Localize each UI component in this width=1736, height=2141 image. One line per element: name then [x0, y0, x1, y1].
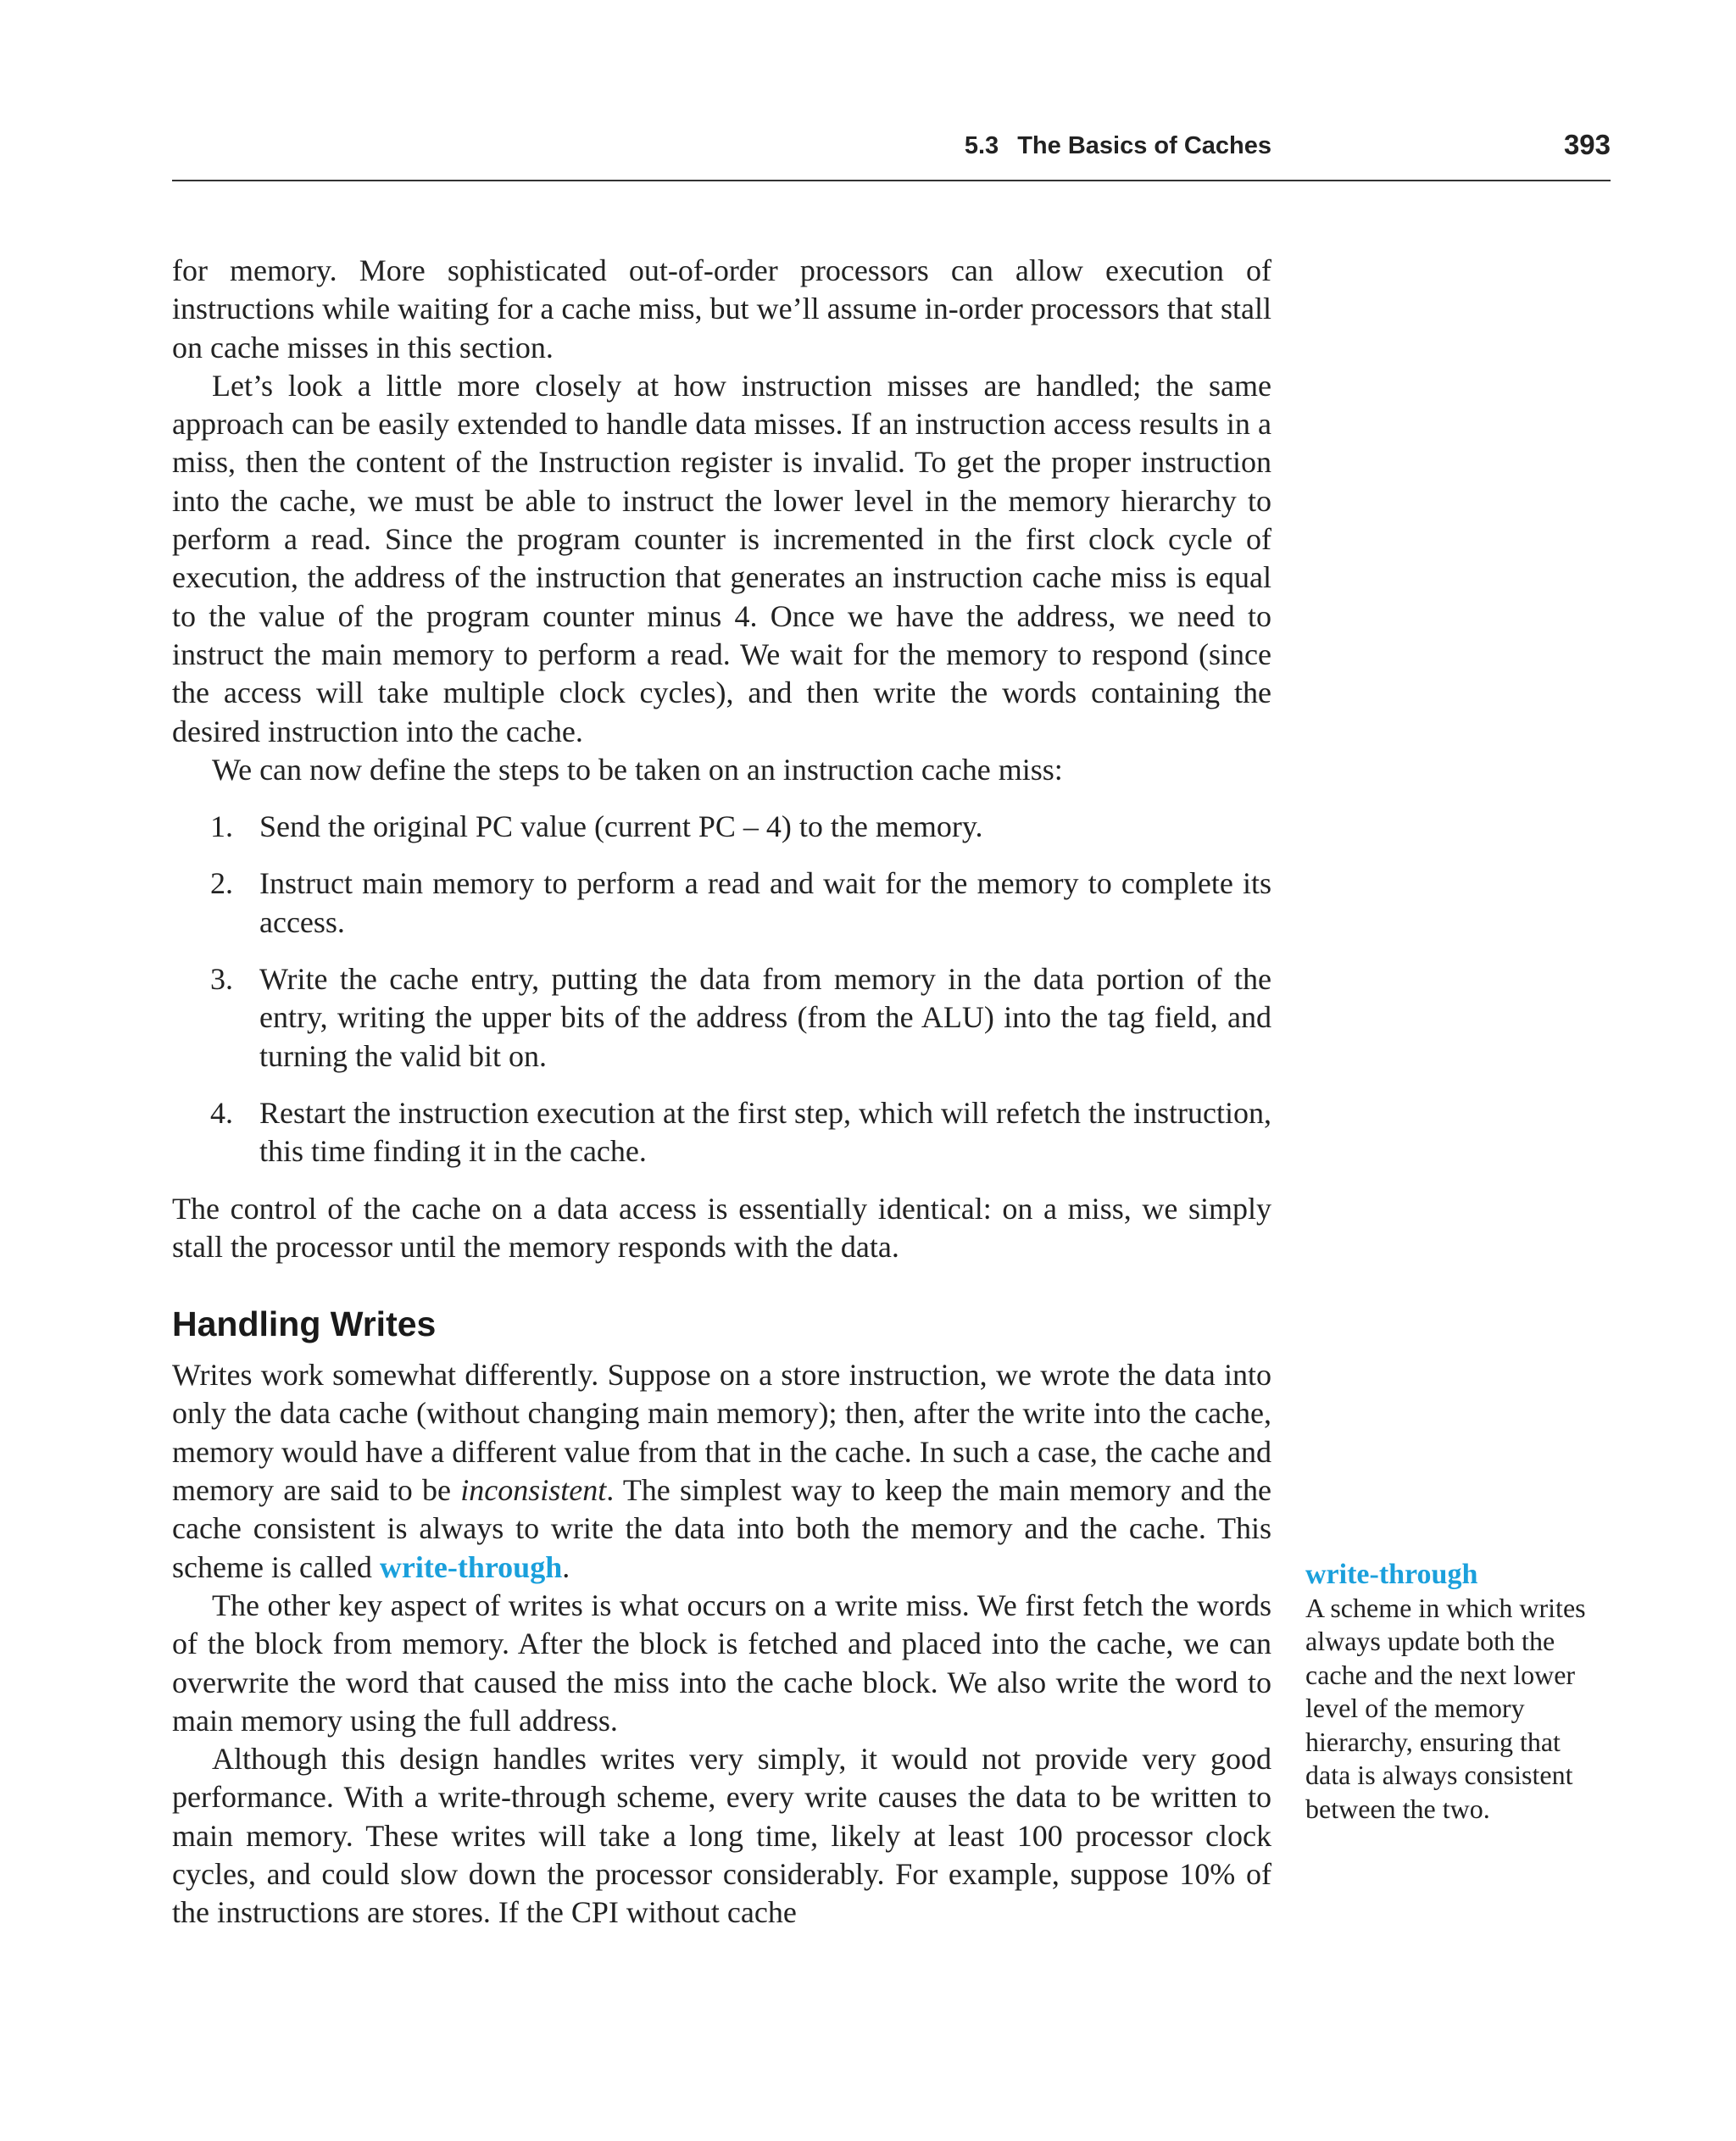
list-item: [172, 1094, 1271, 1171]
paragraph-6: The other key aspect of writes is what occurs on a write miss. We first fetch the words of the block from memory. After the block is fetched and placed into the cache, we can overwrite the word that caused the miss into the cache block. We also write the word to main memory using the full address.: [172, 1588, 1271, 1738]
list-item: [172, 808, 1271, 846]
list-marker: 4.: [210, 1095, 233, 1130]
list-marker: 1.: [210, 809, 233, 844]
paragraph-5: Writes work somewhat differently. Suppose on a store instruction, we wrote the data into only the data cache (without changing main memory); then, after the write into the cache, memory would have a different value from that in the cache. In such a case, the cache and memory are said to be inconsistent. The simplest way to keep the main memory and the cache consistent is always to write the data into both the memory and the cache. This scheme is called write-through.: [172, 1358, 1272, 1584]
list-item: [172, 960, 1271, 1076]
list-item-text: Send the original PC value (current PC – 4) to the memory.: [259, 809, 983, 844]
paragraph-1: for memory. More sophisticated out-of-order processors can allow execution of instructions while waiting for a cache miss, but we’ll assume in-order processors that stall on cache misses in this section.: [172, 253, 1271, 364]
list-item: [172, 865, 1271, 942]
main-text: [172, 252, 1271, 1932]
running-header: [172, 127, 1611, 181]
list-marker: 2.: [210, 866, 233, 901]
section-title: The Basics of Caches: [1017, 132, 1271, 159]
emphasis-inconsistent: inconsistent: [460, 1473, 607, 1508]
margin-definition: [1305, 1558, 1611, 1826]
margin-term: write-through: [1305, 1559, 1478, 1590]
paragraph-3: We can now define the steps to be taken on an instruction cache miss:: [212, 752, 1063, 787]
list-item-text: Restart the instruction execution at the first step, which will refetch the instruction, this time finding it in the cache.: [259, 1095, 1271, 1169]
list-marker: 3.: [210, 962, 233, 997]
margin-term-definition: A scheme in which writes always update both the cache and the next lower level of the memory hierarchy, ensuring that data is always consistent between the two.: [1305, 1592, 1586, 1824]
section-heading: [965, 132, 1271, 160]
subsection-heading: Handling Writes: [172, 1304, 437, 1344]
list-item-text: Instruct main memory to perform a read and wait for the memory to complete its access.: [259, 866, 1271, 939]
key-term: write-through: [379, 1549, 563, 1584]
paragraph-2: Let’s look a little more closely at how instruction misses are handled; the same approach can be easily extended to handle data misses. If an instruction access results in a miss, then the content of the Instruction register is invalid. To get the proper instruction into the cache, we must be able to instruct the lower level in the memory hierarchy to perform a read. Since the program counter is incremented in the first clock cycle of execution, the address of the instruction that generates an instruction cache miss is equal to the value of the program counter minus 4. Once we have the address, we need to instruct the main memory to perform a read. We wait for the memory to respond (since the access will take multiple clock cycles), and then write the words containing the desired instruction into the cache.: [172, 368, 1271, 748]
paragraph-7: Although this design handles writes very simply, it would not provide very good performance. With a write-through scheme, every write causes the data to be written to main memory. These writes will take a long time, likely at least 100 processor clock cycles, and could slow down the processor considerably. For example, suppose 10% of the instructions are stores. If the CPI without cache: [172, 1742, 1271, 1930]
steps-list: [172, 808, 1271, 1171]
paragraph-4: The control of the cache on a data access is essentially identical: on a miss, we simply stall the processor until the memory responds with the data.: [172, 1191, 1271, 1264]
page-number: 393: [1563, 129, 1611, 160]
list-item-text: Write the cache entry, putting the data from memory in the data portion of the entry, writing the upper bits of the address (from the ALU) into the tag field, and turning the valid bit on.: [259, 962, 1271, 1073]
section-number: 5.3: [964, 132, 999, 159]
